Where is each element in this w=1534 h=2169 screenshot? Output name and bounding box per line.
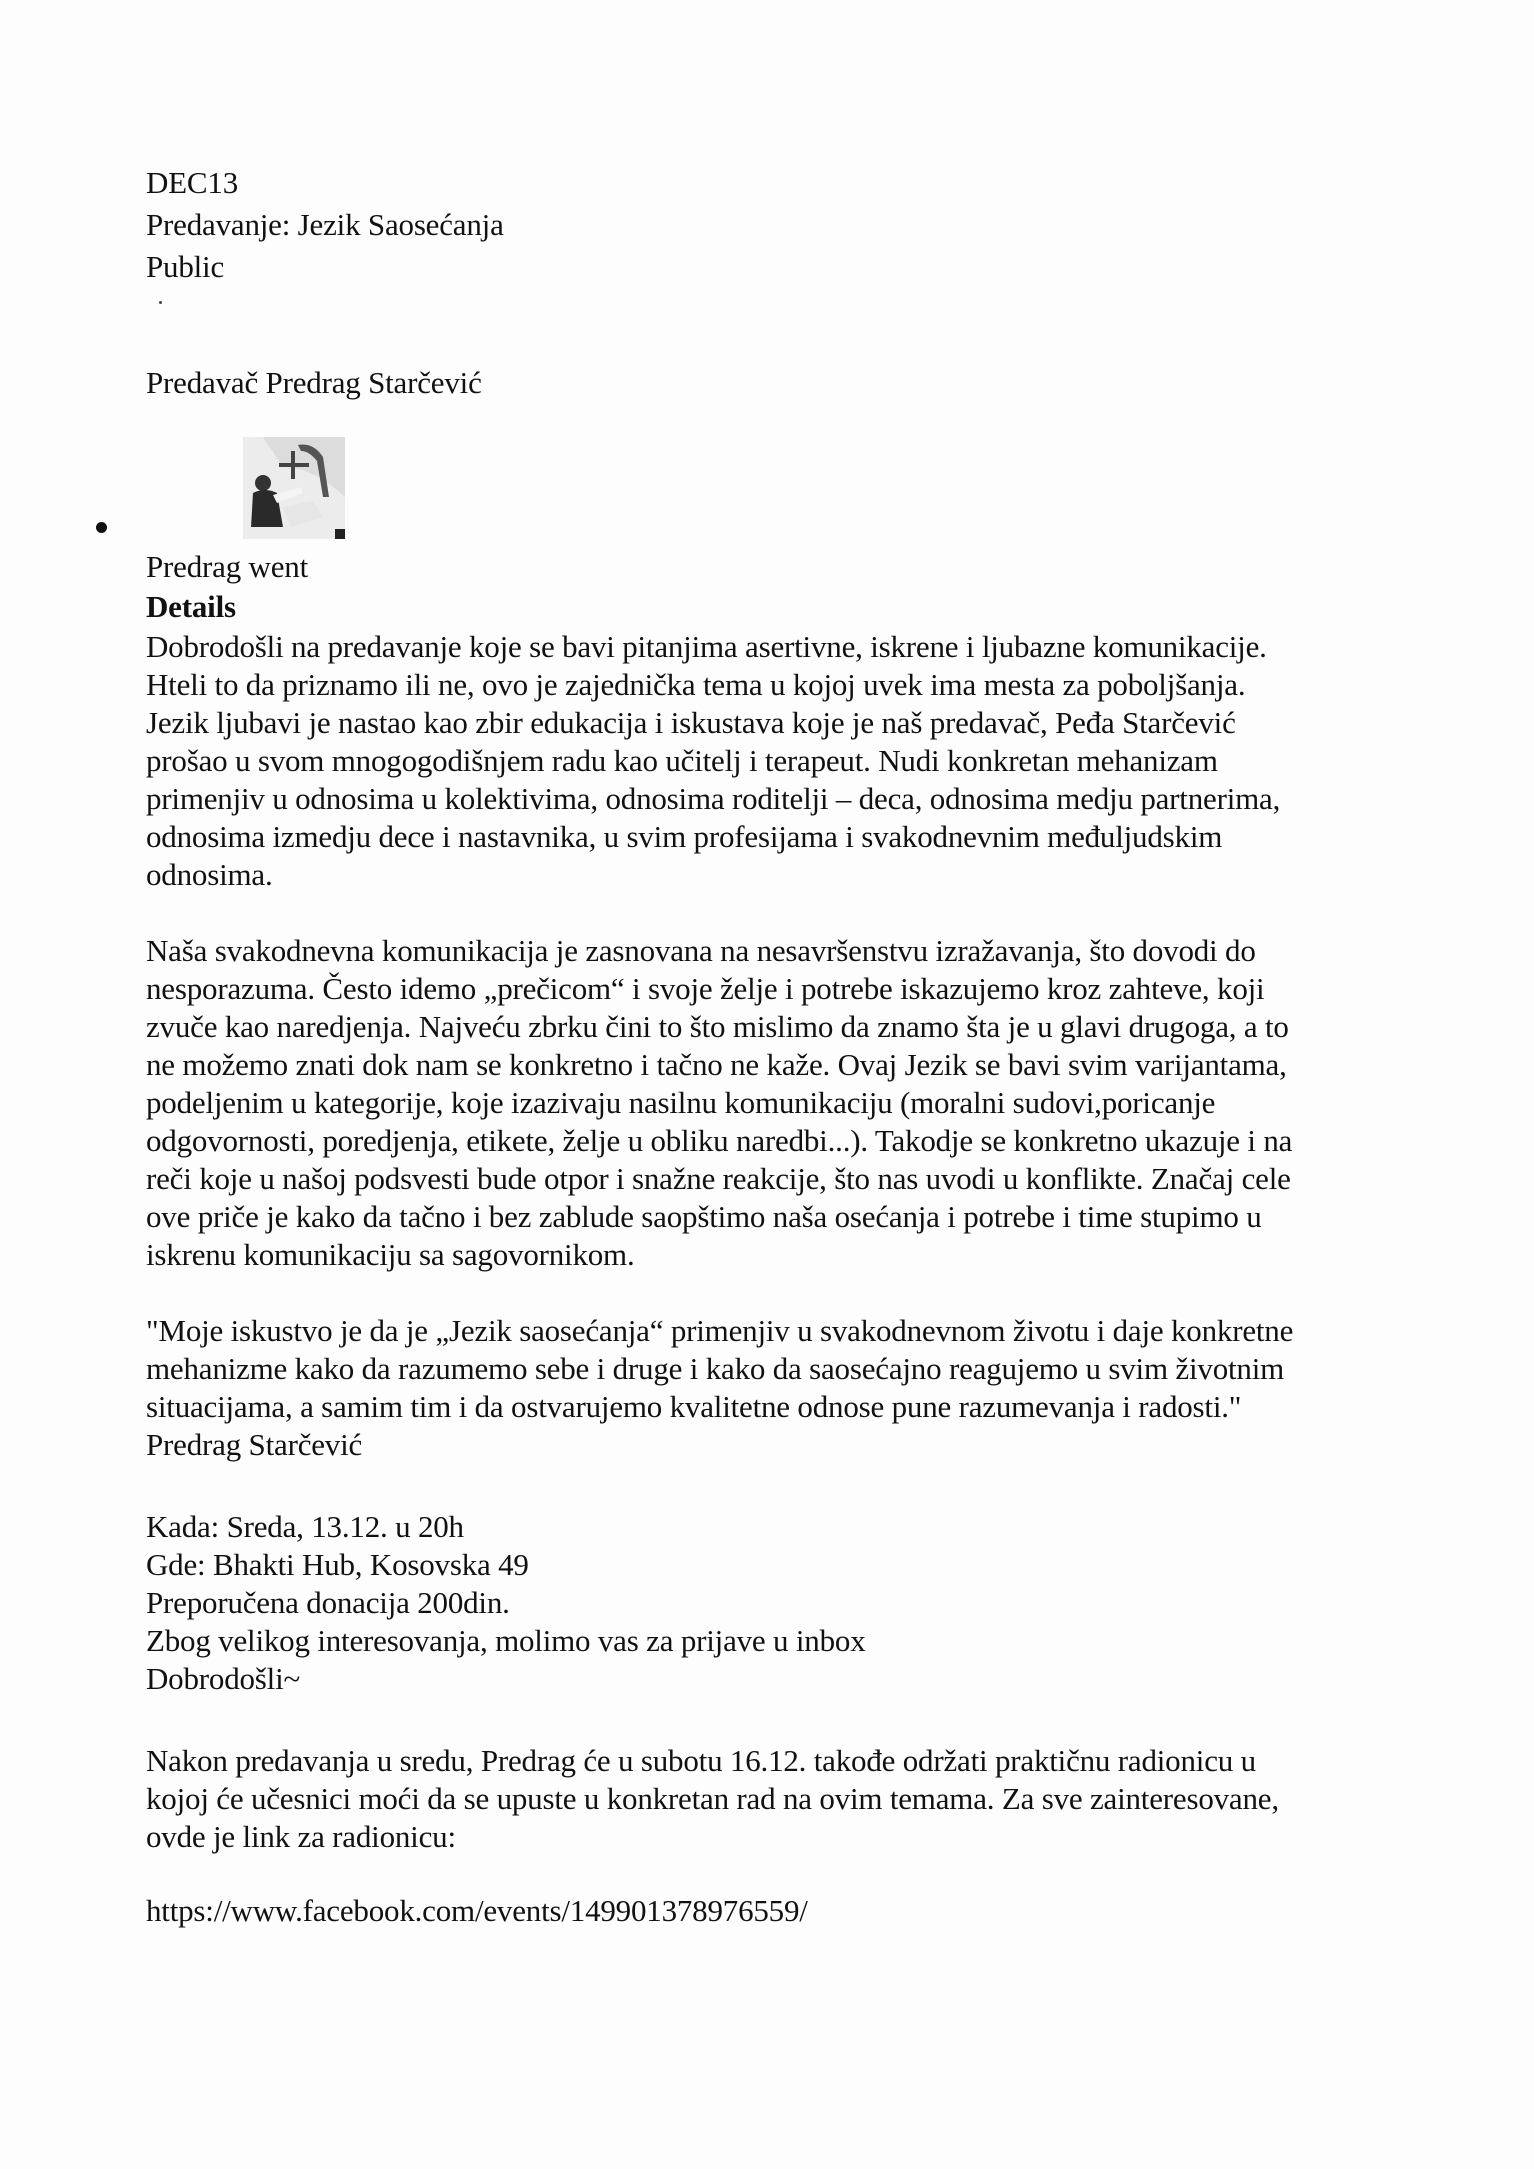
- event-registration: Zbog velikog interesovanja, molimo vas za prijave u inbox: [146, 1623, 866, 1658]
- paragraph-line: ne možemo znati dok nam se konkretno i tačno ne kaže. Ovaj Jezik se bavi svim varijantama,: [146, 1047, 1287, 1082]
- details-heading: Details: [146, 589, 236, 624]
- paragraph-line: Naša svakodnevna komunikacija je zasnovana na nesavršenstvu izražavanja, što dovodi do: [146, 933, 1256, 968]
- paragraph-line: podeljenim u kategorije, koje izazivaju nasilnu komunikaciju (moralni sudovi,poricanje: [146, 1085, 1216, 1120]
- list-bullet: [96, 522, 107, 533]
- paragraph-line: odnosima izmedju dece i nastavnika, u svim profesijama i svakodnevnim međuljudskim: [146, 819, 1223, 854]
- paragraph-line: primenjiv u odnosima u kolektivima, odnosima roditelji – deca, odnosima medju partnerima,: [146, 781, 1281, 816]
- event-title: Predavanje: Jezik Saosećanja: [146, 207, 504, 242]
- paragraph-line: nesporazuma. Često idemo „prečicom“ i svoje želje i potrebe iskazujemo kroz zahteve, koji: [146, 971, 1265, 1006]
- paragraph-line: odnosima.: [146, 857, 273, 892]
- paragraph-line: Jezik ljubavi je nastao kao zbir edukacija i iskustava koje je naš predavač, Peđa Starčević: [146, 705, 1236, 740]
- quote-line: situacijama, a samim tim i da ostvarujemo kvalitetne odnose pune razumevanja i radosti.": [146, 1389, 1242, 1424]
- event-when: Kada: Sreda, 13.12. u 20h: [146, 1509, 464, 1544]
- workshop-link[interactable]: https://www.facebook.com/events/149901378976559/: [146, 1893, 808, 1928]
- event-date: DEC13: [146, 165, 239, 200]
- paragraph-line: iskrenu komunikaciju sa sagovornikom.: [146, 1237, 635, 1272]
- avatar-photo-icon: [243, 437, 345, 539]
- paragraph-line: prošao u svom mnogogodišnjem radu kao učitelj i terapeut. Nudi konkretan mehanizam: [146, 743, 1218, 778]
- quote-line: mehanizme kako da razumemo sebe i druge i kako da saosećajno reagujemo u svim životnim: [146, 1351, 1285, 1386]
- paragraph-line: reči koje u našoj podsvesti bude otpor i snažne reakcije, što nas uvodi u konflikte. Značaj cele: [146, 1161, 1291, 1196]
- quote-line: "Moje iskustvo je da je „Jezik saosećanja“ primenjiv u svakodnevnom životu i daje konkretne: [146, 1313, 1294, 1348]
- attendance-text: Predrag went: [146, 549, 309, 584]
- paragraph-line: Hteli to da priznamo ili ne, ovo je zajednička tema u kojoj uvek ima mesta za poboljšanja.: [146, 667, 1246, 702]
- event-where: Gde: Bhakti Hub, Kosovska 49: [146, 1547, 529, 1582]
- avatar: [243, 437, 345, 539]
- paragraph-line: ove priče je kako da tačno i bez zablude saopštimo naša osećanja i potrebe i time stupimo u: [146, 1199, 1262, 1234]
- separator-dot: [159, 301, 162, 304]
- quote-author: Predrag Starčević: [146, 1427, 363, 1462]
- event-donation: Preporučena donacija 200din.: [146, 1585, 510, 1620]
- presenter-line: Predavač Predrag Starčević: [146, 365, 482, 400]
- event-visibility: Public: [146, 249, 225, 284]
- paragraph-line: zvuče kao naredjenja. Najveću zbrku čini to što mislimo da znamo šta je u glavi drugoga, a to: [146, 1009, 1289, 1044]
- paragraph-line: Dobrodošli na predavanje koje se bavi pitanjima asertivne, iskrene i ljubazne komunikacije.: [146, 629, 1267, 664]
- paragraph-line: Nakon predavanja u sredu, Predrag će u subotu 16.12. takođe održati praktičnu radionicu u: [146, 1743, 1256, 1778]
- paragraph-line: kojoj će učesnici moći da se upuste u konkretan rad na ovim temama. Za sve zainteresovane,: [146, 1781, 1279, 1816]
- paragraph-line: ovde je link za radionicu:: [146, 1819, 456, 1854]
- paragraph-line: odgovornosti, poredjenja, etikete, želje u obliku naredbi...). Takodje se konkretno ukazuje i na: [146, 1123, 1293, 1158]
- event-welcome: Dobrodošli~: [146, 1661, 301, 1696]
